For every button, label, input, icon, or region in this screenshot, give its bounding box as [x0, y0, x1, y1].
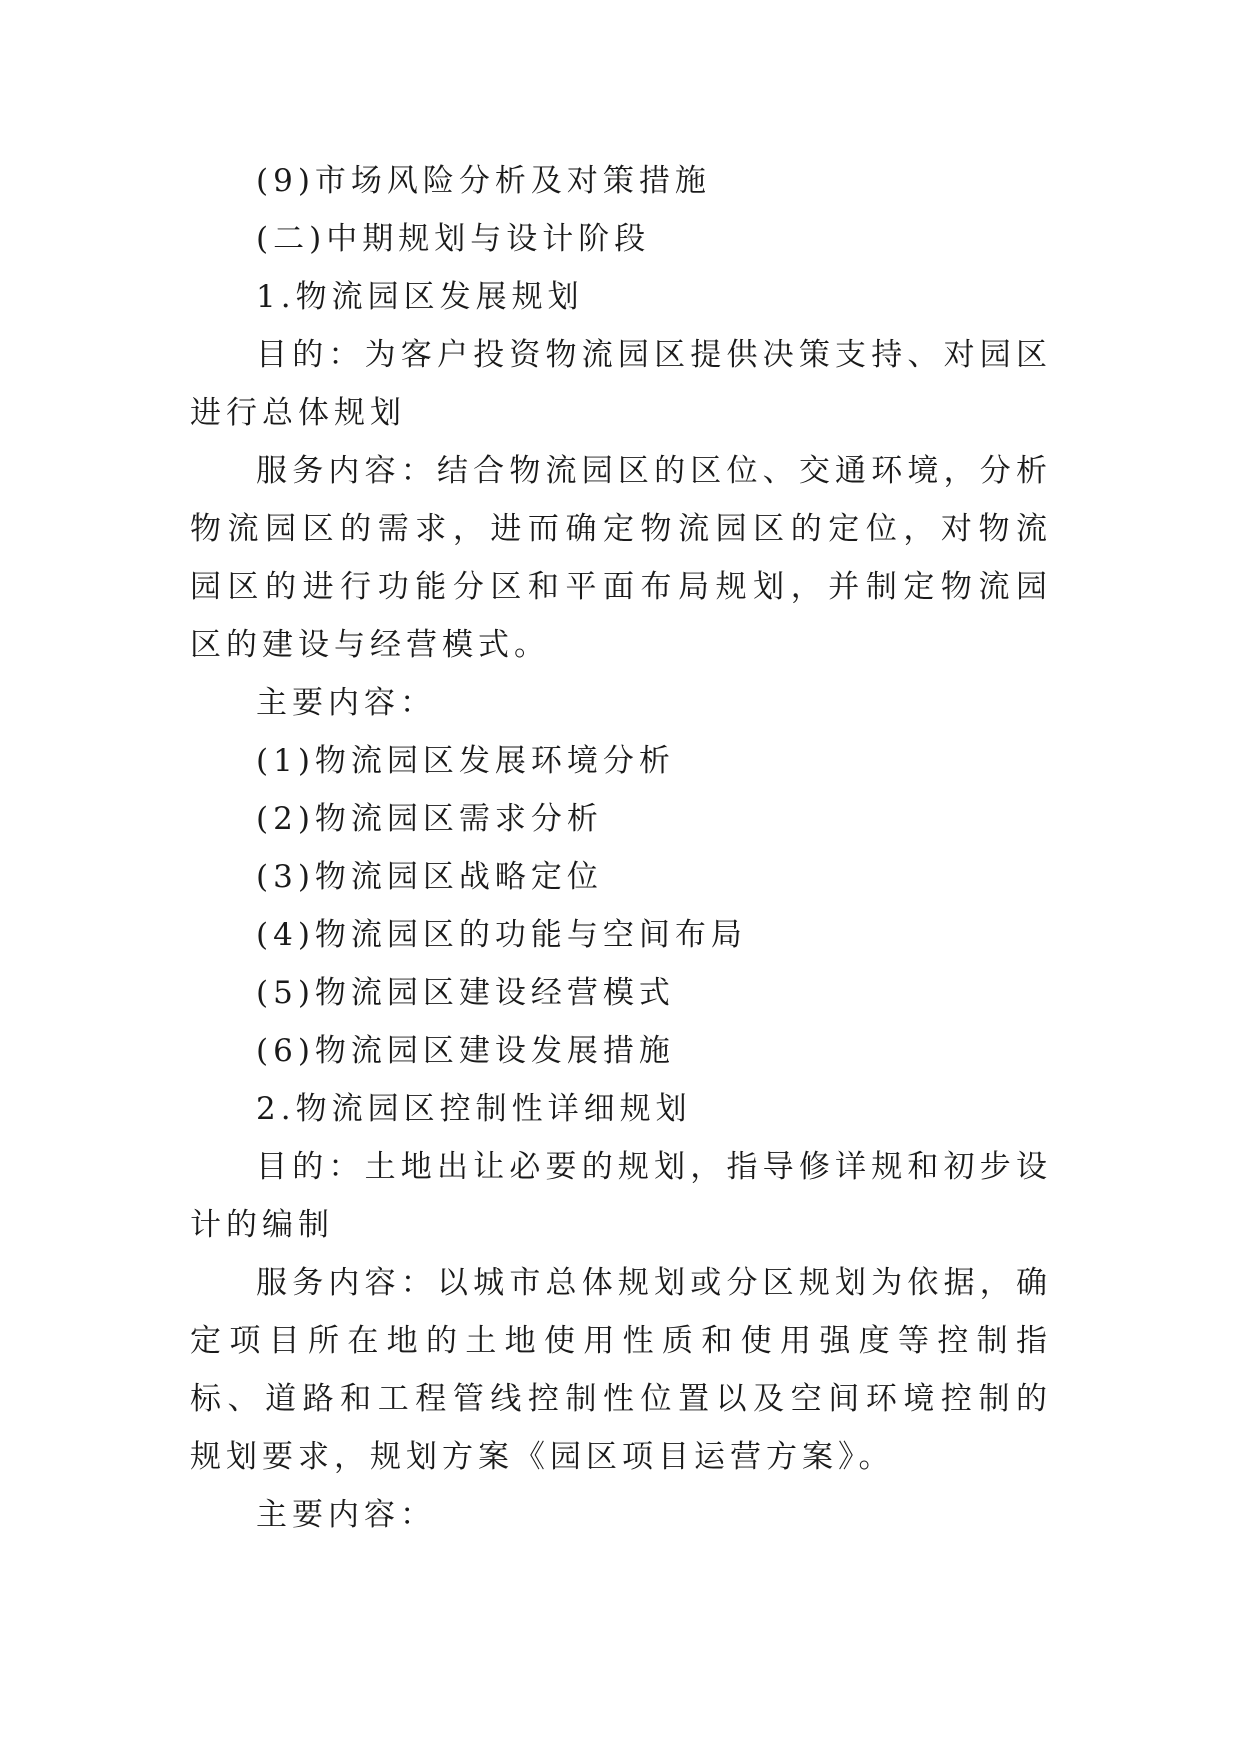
document-body: [190, 152, 1052, 1544]
list-item: (4)物流园区的功能与空间布局: [256, 917, 747, 953]
list-item: (2)物流园区需求分析: [256, 801, 603, 837]
subsection-heading-development-plan: 1.物流园区发展规划: [256, 279, 584, 315]
list-item: (5)物流园区建设经营模式: [256, 975, 675, 1011]
service-content-paragraph: 服务内容：以城市总体规划或分区规划为依据，确定项目所在地的土地使用性质和使用强度等控制指标、道路和工程管线控制性位置以及空间环境控制的规划要求，规划方案《园区项目运营方案》。: [190, 1265, 1052, 1475]
purpose-paragraph: 目的：为客户投资物流园区提供决策支持、对园区进行总体规划: [190, 337, 1052, 431]
list-item: (6)物流园区建设发展措施: [256, 1033, 675, 1069]
service-content-paragraph: 服务内容：结合物流园区的区位、交通环境，分析物流园区的需求，进而确定物流园区的定位，对物流园区的进行功能分区和平面布局规划，并制定物流园区的建设与经营模式。: [190, 453, 1052, 663]
purpose-paragraph: 目的：土地出让必要的规划，指导修详规和初步设计的编制: [190, 1149, 1052, 1243]
list-item: (3)物流园区战略定位: [256, 859, 603, 895]
main-content-label: 主要内容：: [256, 1497, 436, 1533]
list-item-market-risk: (9)市场风险分析及对策措施: [256, 163, 711, 199]
subsection-heading-detailed-plan: 2.物流园区控制性详细规划: [256, 1091, 692, 1127]
main-content-label: 主要内容：: [256, 685, 436, 721]
list-item: (1)物流园区发展环境分析: [256, 743, 675, 779]
section-heading-mid-term: (二)中期规划与设计阶段: [256, 221, 651, 257]
